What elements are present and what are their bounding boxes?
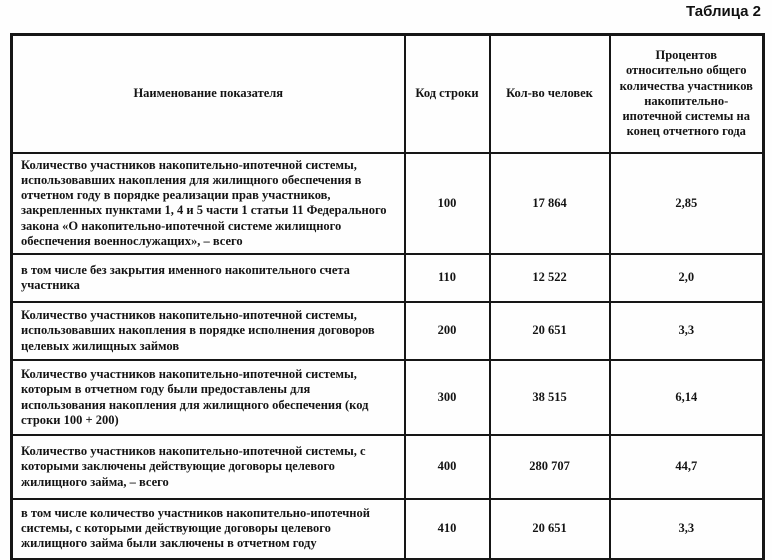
cell-indicator-name: Количество участников накопительно-ипотечной системы, использовавших накопления для жилищного обеспечения в отчетном году в порядке реализации прав участников, закрепленных пунктами 1, 4 и 5 части 1 статьи 11 Федерального закона «О накопительно-ипотечной системе жилищного обеспечения военнослужащих», – всего bbox=[12, 153, 405, 255]
cell-indicator-name: Количество участников накопительно-ипотечной системы, использовавших накопления в порядке исполнения договоров целевых жилищных займов bbox=[12, 302, 405, 360]
cell-indicator-name: в том числе количество участников накопительно-ипотечной системы, с которыми действующие договоры целевого жилищного займа были заключены в отчетном году bbox=[12, 499, 405, 559]
cell-line-code: 300 bbox=[405, 360, 490, 435]
header-row bbox=[12, 35, 764, 153]
header-percent-of-total: Процентов относительно общего количества участников накопительно-ипотечной системы на конец отчетного года bbox=[610, 35, 764, 153]
cell-indicator-name: Количество участников накопительно-ипотечной системы, которым в отчетном году были предоставлены для использования накопления для жилищного обеспечения (код строки 100 + 200) bbox=[12, 360, 405, 435]
table-row bbox=[12, 153, 764, 255]
table-row bbox=[12, 302, 764, 360]
header-indicator-name: Наименование показателя bbox=[12, 35, 405, 153]
cell-line-code: 400 bbox=[405, 435, 490, 499]
cell-percent: 2,85 bbox=[610, 153, 764, 255]
table-row bbox=[12, 499, 764, 559]
cell-percent: 44,7 bbox=[610, 435, 764, 499]
header-line-code: Код строки bbox=[405, 35, 490, 153]
cell-percent: 3,3 bbox=[610, 499, 764, 559]
cell-line-code: 200 bbox=[405, 302, 490, 360]
cell-line-code: 110 bbox=[405, 254, 490, 302]
cell-people-count: 38 515 bbox=[490, 360, 610, 435]
cell-people-count: 20 651 bbox=[490, 499, 610, 559]
header-people-count: Кол-во человек bbox=[490, 35, 610, 153]
table-row bbox=[12, 254, 764, 302]
cell-percent: 2,0 bbox=[610, 254, 764, 302]
table-row bbox=[12, 435, 764, 499]
cell-line-code: 410 bbox=[405, 499, 490, 559]
cell-percent: 6,14 bbox=[610, 360, 764, 435]
table-row bbox=[12, 360, 764, 435]
cell-percent: 3,3 bbox=[610, 302, 764, 360]
cell-line-code: 100 bbox=[405, 153, 490, 255]
cell-indicator-name: Количество участников накопительно-ипотечной системы, с которыми заключены действующие договоры целевого жилищного займа, – всего bbox=[12, 435, 405, 499]
cell-people-count: 12 522 bbox=[490, 254, 610, 302]
table-caption: Таблица 2 bbox=[685, 3, 761, 20]
cell-people-count: 20 651 bbox=[490, 302, 610, 360]
cell-people-count: 280 707 bbox=[490, 435, 610, 499]
cell-people-count: 17 864 bbox=[490, 153, 610, 255]
indicators-table bbox=[10, 33, 765, 560]
cell-indicator-name: в том числе без закрытия именного накопительного счета участника bbox=[12, 254, 405, 302]
